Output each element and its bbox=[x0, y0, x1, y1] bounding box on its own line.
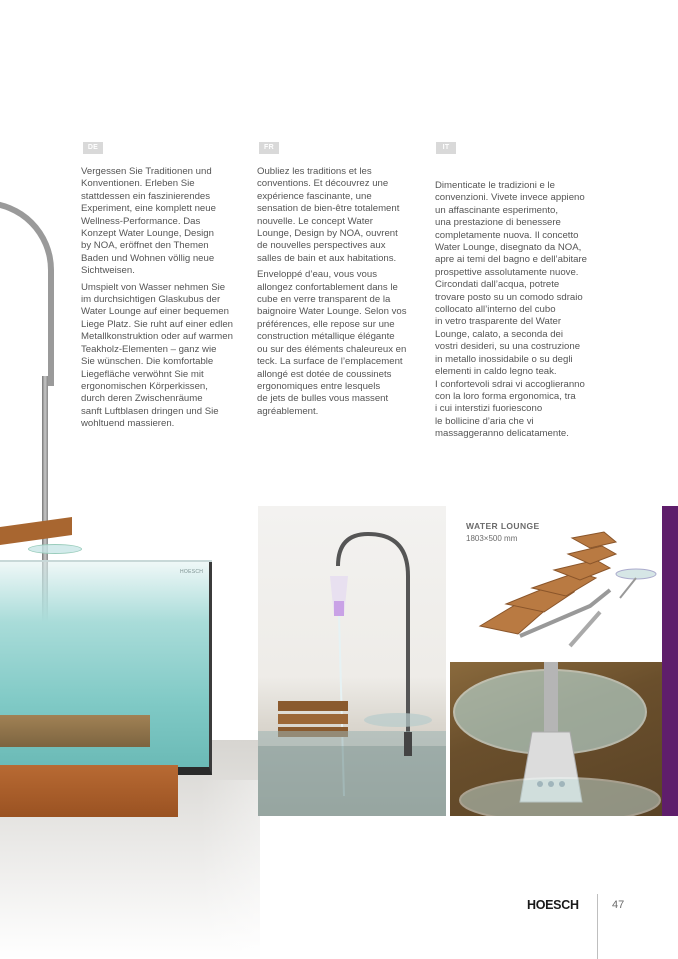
product-title: WATER LOUNGE bbox=[466, 521, 540, 531]
product-dimensions: 1803×500 mm bbox=[466, 534, 518, 543]
column-de bbox=[81, 166, 253, 435]
tag-de: DE bbox=[83, 142, 103, 154]
column-it bbox=[435, 180, 617, 445]
column-fr bbox=[257, 166, 429, 422]
teak-base-inside bbox=[0, 715, 150, 747]
photo-faucet-lounger bbox=[258, 506, 446, 816]
photo-detail-base bbox=[450, 662, 662, 816]
page-number: 47 bbox=[612, 899, 625, 911]
fr-paragraph-2: Enveloppé d’eau, vous vous allongez confortablement dans le cube en verre transparent de la baignoire Water Lounge. Selon vos préférences, elle repose sur une construction métallique élégante ou sur des éléments chaleureux en teck. La surface de l’emplacement allongé est dotée de coussinets ergonomiques entre lesquels de jets de bulles vous massent agréablement. bbox=[257, 269, 407, 417]
fr-paragraph-1: Oubliez les traditions et les conventions. Et découvrez une expérience fascinante, une sensation de bien-être totalement nouvelle. Le concept Water Lounge, Design by NOA, ouvrent de nouvelles perspectives aux salles de bain et aux habitations. bbox=[257, 166, 400, 264]
it-paragraph-1: Dimenticate le tradizioni e le convenzioni. Vivete invece appieno un affascinante esperimento, una prestazione di benessere completamente nuova. Il concetto Water Lounge, disegnato da NOA, apre ai temi del bagno e dell’abitare prospettive assolutamente nuove. Circondati dall’acqua, potrete trovare posto su un comodo sdraio collocato all’interno del cubo in vetro trasparente del Water Lounge, calato, a seconda dei vostri desideri, su una costruzione in metallo inossidabile o su degli elementi in caldo legno teak. I confortevoli sdrai vi accoglieranno con la loro forma ergonomica, tra i cui interstizi fuoriescono le bollicine d’aria che vi massaggeranno delicatamente. bbox=[435, 180, 588, 440]
footer-divider bbox=[597, 894, 598, 959]
bath-brand-mark: HOESCH bbox=[180, 569, 204, 575]
accent-bar bbox=[662, 506, 678, 816]
teak-lounger-top bbox=[0, 517, 72, 545]
de-paragraph-2: Umspielt von Wasser nehmen Sie im durchsichtigen Glaskubus der Water Lounge auf einer bequemen Liege Platz. Sie ruht auf einer edlen Metallkonstruktion oder auf warmen Teakholz-Elementen – ganz wie Sie wünschen. Die komfortable Liegefläche verwöhnt Sie mit ergonomischen Körperkissen, durch deren Zwischenräume sanft Luftblasen dringen und Sie wohltuend massieren. bbox=[81, 281, 234, 430]
tag-fr: FR bbox=[259, 142, 279, 154]
tag-it: IT bbox=[436, 142, 456, 154]
faucet-arc bbox=[0, 200, 54, 386]
glass-tray bbox=[28, 544, 82, 554]
detail-illustration bbox=[450, 662, 662, 816]
brand-logo: HOESCH bbox=[527, 898, 579, 912]
teak-plinth bbox=[0, 765, 178, 817]
de-paragraph-1: Vergessen Sie Traditionen und Konventionen. Erleben Sie stattdessen ein faszinierendes Experiment, eine komplett neue Wellness-Performance. Das Konzept Water Lounge, Design by NOA, eröffnet den Themen Baden und Wohnen völlig neue Sichtweisen. bbox=[81, 166, 216, 277]
glass-bath-rim bbox=[0, 560, 212, 562]
faucet-lounger-illustration bbox=[258, 506, 446, 816]
